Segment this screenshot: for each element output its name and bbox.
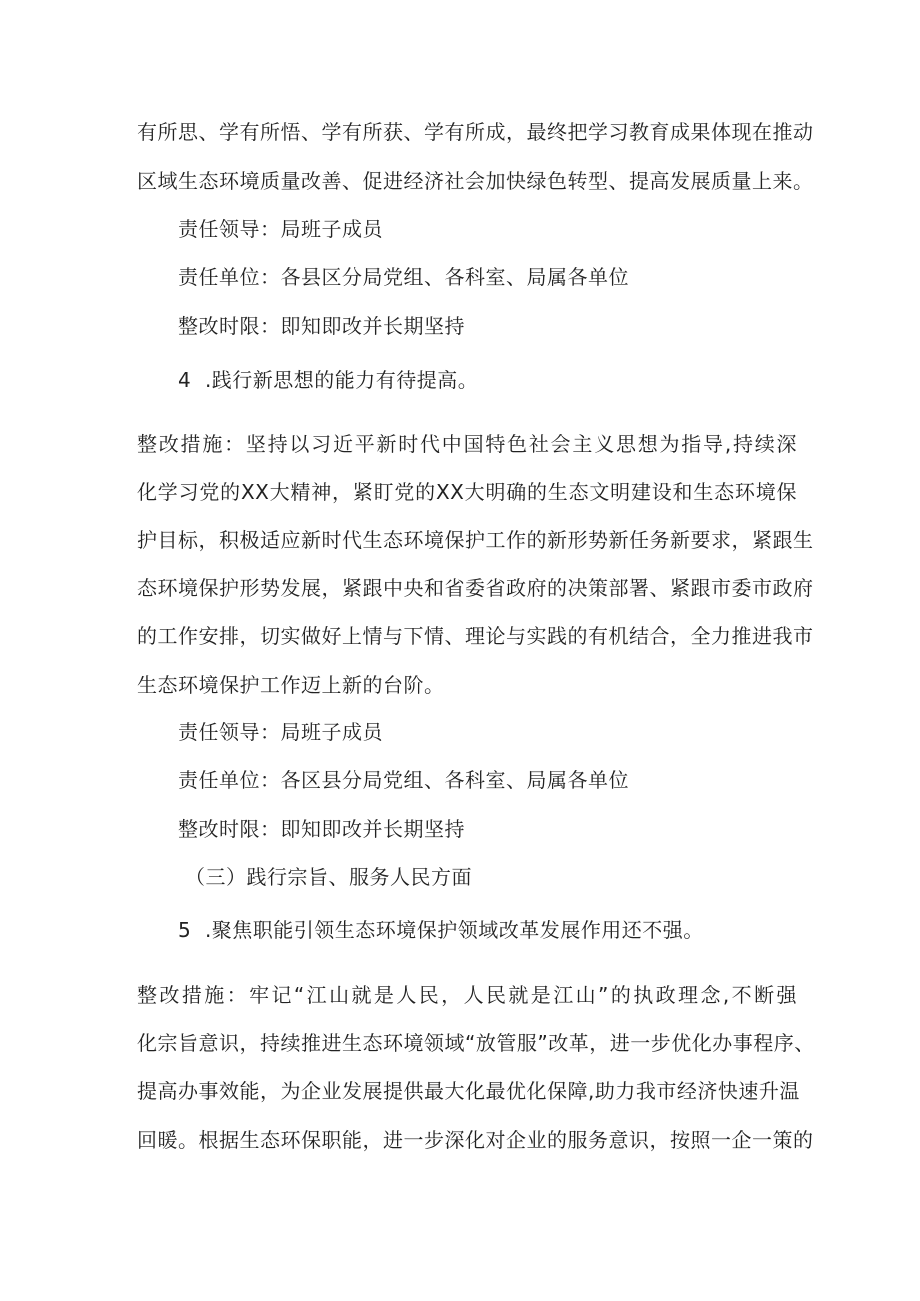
rectification-deadline: 整改时限：即知即改并长期坚持 [178,817,465,841]
paragraph-line: 化宗旨意识，持续推进生态环境领域“放管服”改革，进一步优化办事程序、 [137,1031,815,1055]
paragraph-line: 护目标，积极适应新时代生态环境保护工作的新形势新任务新要求，紧跟生 [137,528,814,552]
paragraph-line: 态环境保护形势发展，紧跟中央和省委省政府的决策部署、紧跟市委市政府 [137,576,814,600]
item-heading-4: 4 .践行新思想的能力有待提高。 [178,368,479,392]
paragraph-line: 回暖。根据生态环保职能，进一步深化对企业的服务意识，按照一企一策的 [137,1128,814,1152]
responsible-unit: 责任单位：各县区分局党组、各科室、局属各单位 [178,265,629,289]
paragraph-line: 化学习党的XX大精神，紧盯党的XX大明确的生态文明建设和生态环境保 [137,480,797,504]
rectification-deadline: 整改时限：即知即改并长期坚持 [178,314,465,338]
responsible-leader: 责任领导：局班子成员 [178,720,383,744]
paragraph-line: 提高办事效能，为企业发展提供最大化最优化保障,助力我市经济快速升温 [137,1079,800,1103]
section-heading-3: （三）践行宗旨、服务人民方面 [185,865,472,889]
paragraph-line: 区域生态环境质量改善、促进经济社会加快绿色转型、提高发展质量上来。 [137,169,814,193]
item-heading-5: 5 .聚焦职能引领生态环境保护领域改革发展作用还不强。 [178,918,704,942]
paragraph-line: 的工作安排，切实做好上情与下情、理论与实践的有机结合，全力推进我市 [137,624,814,648]
responsible-leader: 责任领导：局班子成员 [178,217,383,241]
responsible-unit: 责任单位：各区县分局党组、各科室、局属各单位 [178,768,629,792]
paragraph-line: 生态环境保护工作迈上新的台阶。 [137,673,445,697]
paragraph-line: 整改措施：坚持以习近平新时代中国特色社会主义思想为指导,持续深 [137,432,797,456]
paragraph-line: 有所思、学有所悟、学有所获、学有所成，最终把学习教育成果体现在推动 [137,120,814,144]
paragraph-line: 整改措施：牢记“江山就是人民，人民就是江山”的执政理念,不断强 [137,983,797,1007]
